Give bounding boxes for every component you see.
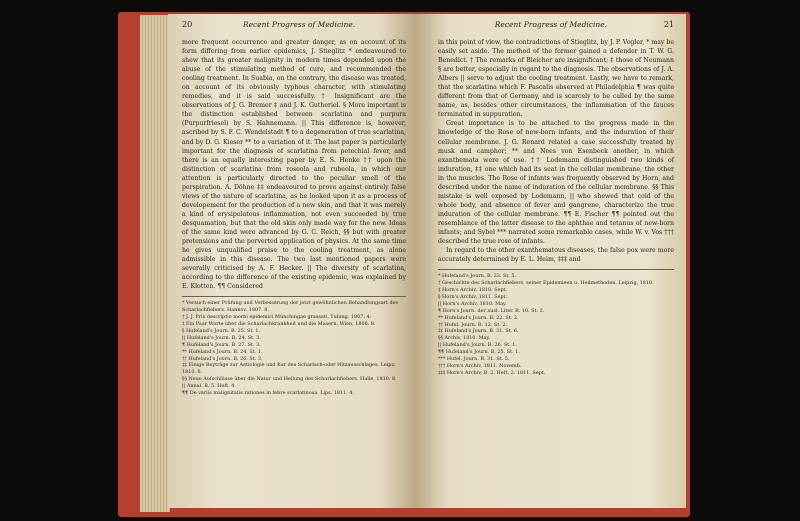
footnote-rule bbox=[182, 296, 406, 297]
right-page-header bbox=[438, 20, 674, 33]
footnote: ‡ Ein Paar Worte über die Scharlachkrankheit und die Masern. Wien, 1806. 8. bbox=[182, 321, 376, 328]
footnote-rule bbox=[438, 269, 674, 270]
footnote: * Hufeland's Journ. B. 33. St. 5. bbox=[438, 273, 517, 280]
right-body-paragraph: in this point of view, the contradictions of Stieglitz, by J. P. Vogler, * may be easily set aside. The method of the former gained a defender in T. W. G. Benedict. † The remarks of Bleicher are insignificant; ‡ those of Neumann § are better, especially in regard to the diagnosis. The observations of J. A. Albers || serve to adjust the cooling treatment. Lastly, we have to remark, that the scarlatina which F. Pascalis observed at Philadelphia ¶ was quite different from that of Germany, and is scarcely to be called by the same name, as, besides other circumstances, the inflammation of the fauces terminated in suppuration. bbox=[438, 39, 674, 119]
footnote: § Hufeland's Journ. B. 25. St. 1. bbox=[182, 327, 261, 334]
left-body-paragraph: more frequent occurrence and greater danger, as on account of its form differing from earlier epidemics, J. Stieglitz * endeavoured to shew that its greater malignity in modern times depended upon the abuse of the stimulating method of cure, and recommended the cooling treatment. In Suabia, on the contrary, the disease was treated, on account of its obviously typhous character, with stimulating remedies, and it is said successfully. † Insignificant are the observations of J. G. Bremer ‡ and J. K. Gutheriel. § More important is the distinction established between scarlatina and purpura (Purpurfriesel) by S. Hahnemann. || This difference is, however, ascribed by S. F. C. Wendelstadt ¶ to a degeneration of true scarlatina, and by D. G. Kieser ** to a variation of it. The last paper is particularly important for the diagnosis of scarlatina from petechial fever, and there is an equally interesting paper by E. S. Henke †† upon the distinction of scarlatina from roseola and rubeola, in which our attention is particularly directed to the peculiar smell of the perspiration. A. Döhne ‡‡ endeavoured to prove against entirely false views of the nature of scarlatina, as he looked upon it as a process of developement for the production of a new skin, and that it was merely a kind of erysipelatous inflammation, not even succeeded by true desquamation, but that the old skin only made way for the new. Ideas of the same kind were advanced by G. C. Reich, §§ but with greater pretensions and the perverted application of physics. At the same time he gives unqualified praise to the cooling treatment, as alone admissible in this disease. The two last mentioned papers were severally criticised by A. F. Hecker. || The diversity of scarlatina, according to the difference of the existing epidemic, was explained by E. Klotten. ¶¶ Considered bbox=[182, 39, 406, 291]
footnote: ¶¶ Hufeland's Journ. B. 25. St. 1. bbox=[438, 349, 520, 356]
footnote: ‡ Horn's Archiv, 1810. Sept. bbox=[438, 286, 508, 293]
right-body-paragraph: In regard to the other exanthematous diseases, the false pox were more accurately determined by E. L. Heim, ‡‡‡ and bbox=[438, 247, 674, 264]
footnote: ††† Horn's Archiv, 1811. Novemb. bbox=[438, 362, 522, 369]
page-edges bbox=[140, 15, 170, 512]
footnote: ‡‡‡ Horn's Archiv, B. 2. Heft. 2. 1811. Sept. bbox=[438, 369, 546, 376]
footnote: † J. J. Prix descriptio morbi epidemici Münchingae grassati. Tubing. 1807. 4. bbox=[182, 314, 372, 321]
footnote: § Horn's Archiv, 1811. Sept. bbox=[438, 293, 508, 300]
footnote: ¶¶ De variis malignitatis rationes in febre scarlatinosa. Lips. 1811. 4. bbox=[182, 390, 355, 397]
footnote: || Horn's Archiv, 1810. May. bbox=[438, 300, 507, 307]
footnote: * Versuch einer Prüfung und Verbesserung der jetzt gewöhnlichen Behandlungsart des Scharlachfiebers. Hannov. 1807. 8. bbox=[182, 300, 399, 314]
footnote: †† Hufel. Journ. B. 12. St. 2. bbox=[438, 321, 508, 328]
footnote: || Hufeland's Journ. B. 26. St. 1. bbox=[438, 342, 517, 349]
right-page-number: 21 bbox=[663, 20, 674, 29]
footnote: †† Hufeland's Journ. B. 26. St. 3. bbox=[182, 355, 263, 362]
footnote: §§ Archiv, 1810. May. bbox=[438, 335, 491, 342]
footnote: ‡‡ Hufeland's Journ. B. 31. St. 6. bbox=[438, 328, 519, 335]
right-page bbox=[416, 14, 686, 508]
right-running-head: Recent Progress of Medicine. bbox=[494, 20, 608, 29]
footnote: || Hufeland's Journ. B. 24. St. 3. bbox=[182, 334, 261, 341]
left-running-head: Recent Progress of Medicine. bbox=[242, 20, 356, 29]
left-page-header bbox=[182, 20, 406, 33]
footnote: ¶ Hufeland's Journ. B. 27. St. 3. bbox=[182, 341, 261, 348]
footnote: ‡‡ Einige Beyträge zur Aetiologie und Kur des Scharlach-oder Hitzausschlages. Leipz. 1810. 8. bbox=[182, 362, 396, 376]
left-footnotes bbox=[182, 300, 406, 397]
footnote: † Geschichte des Scharlachfiebers, seiner Epidemieen u. Heilmethoden. Leipzig, 1810. bbox=[438, 280, 654, 287]
footnote: || Annal. B. 5. Heft. 4. bbox=[182, 383, 236, 390]
footnote: ** Hufeland's Journ. B. 24. St. 1. bbox=[182, 348, 263, 355]
footnote: ¶ Horn's Journ. der ausl. Liter. B. 10. St. 2. bbox=[438, 307, 545, 314]
left-page-number: 20 bbox=[182, 20, 193, 29]
right-body-paragraph: Great importance is to be attached to the progress made in the knowledge of the Rose of new-born infants, and the induration of their cellular membrane. J. G. Renard related a case successfully treated by musk and camphor; ** and Nees von Esenbeck another, in which exanthemata were of use. †† Lodemann distinguished two kinds of induration, ‡‡ one which had its seat in the cellular membrane, the other in the muscles. The Rose of infants was frequently observed by Horn, and described under the name of induration of the cellular membrane. §§ This mistake is well exposed by Lodemann, || who shewed that cold of the whole body, and absence of fever and gangrene, characterize the true induration of the cellular membrane. ¶¶ E. Fischer ¶¶ pointed out the resemblance of the latter disease to the aphthae and tetanus of new-born infants; and Sybel *** narrated some remarkable cases, while W. v. Vos ††† described the true rose of infants. bbox=[438, 120, 674, 246]
footnote: *** Hufel. Journ. B. 31. St. 5. bbox=[438, 356, 510, 363]
footnote: §§ Neue Aufschlüsse über die Natur und Heilung des Scharlachfiebers. Halle, 1810. 8. bbox=[182, 376, 397, 383]
right-footnotes bbox=[438, 273, 674, 377]
footnote: ** Hufeland's Journ. B. 22. St. 2. bbox=[438, 314, 519, 321]
left-page bbox=[168, 14, 416, 508]
